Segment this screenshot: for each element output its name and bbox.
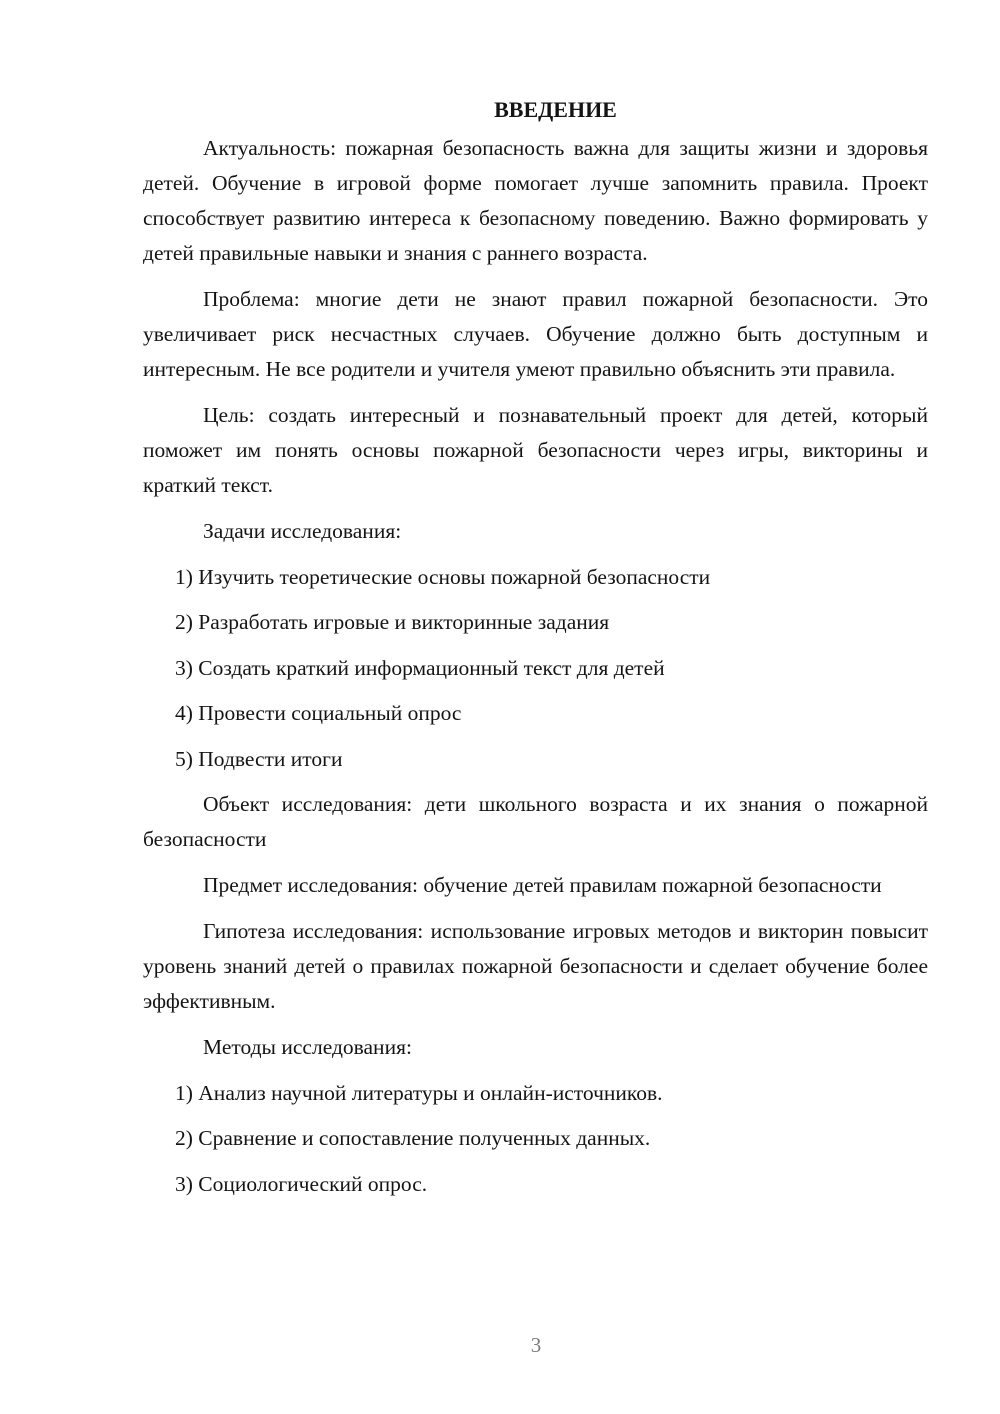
list-item: 3) Социологический опрос. [175, 1171, 428, 1196]
list-item: 2) Сравнение и сопоставление полученных данных. [175, 1126, 651, 1150]
page-content [143, 93, 928, 1212]
list-item: 3) Создать краткий информационный текст для детей [175, 655, 665, 680]
tasks-heading: Задачи исследования: [203, 519, 402, 543]
methods-heading: Методы исследования: [203, 1035, 412, 1059]
paragraph-hypothesis: Гипотеза исследования: использование игровых методов и викторин повысит уровень знаний детей о правилах пожарной безопасности и сделает обучение более эффективным. [143, 919, 928, 1013]
paragraph-subject: Предмет исследования: обучение детей правилам пожарной безопасности [203, 873, 882, 897]
page-title: ВВЕДЕНИЕ [494, 97, 617, 122]
tasks-list [143, 560, 928, 777]
list-item: 4) Провести социальный опрос [175, 701, 462, 725]
list-item: 5) Подвести итоги [175, 746, 343, 771]
page-number: 3 [530, 1333, 542, 1357]
paragraph-object: Объект исследования: дети школьного возраста и их знания о пожарной безопасности [143, 792, 928, 851]
paragraph-goal: Цель: создать интересный и познавательный проект для детей, который поможет им понять основы пожарной безопасности через игры, викторины и краткий текст. [143, 403, 928, 497]
list-item: 1) Изучить теоретические основы пожарной безопасности [175, 564, 711, 589]
paragraph-relevance: Актуальность: пожарная безопасность важна для защиты жизни и здоровья детей. Обучение в игровой форме помогает лучше запомнить правила. Проект способствует развитию интереса к безопасному поведению. Важно формировать у детей правильные навыки и знания с раннего возраста. [143, 136, 928, 265]
methods-list [143, 1076, 928, 1202]
paragraph-problem: Проблема: многие дети не знают правил пожарной безопасности. Это увеличивает риск несчастных случаев. Обучение должно быть доступным и интересным. Не все родители и учителя умеют правильно объяснить эти правила. [143, 287, 928, 381]
list-item: 2) Разработать игровые и викторинные задания [175, 610, 610, 634]
list-item: 1) Анализ научной литературы и онлайн-источников. [175, 1080, 663, 1105]
